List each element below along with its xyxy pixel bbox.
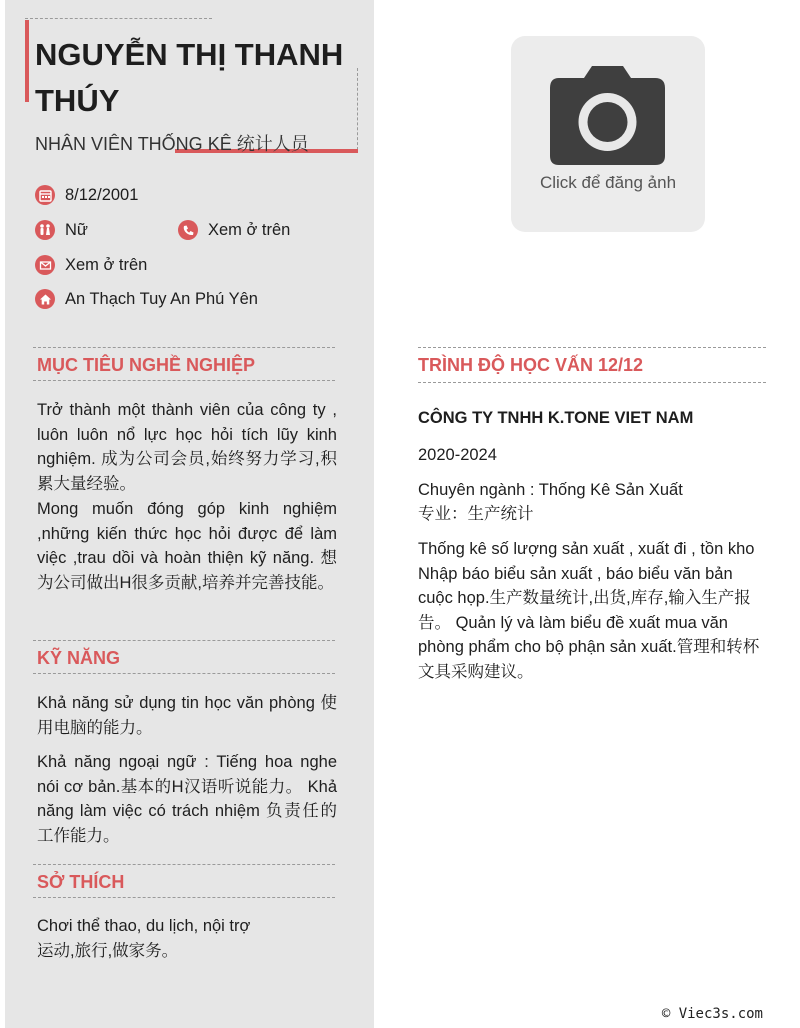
home-icon (35, 289, 55, 309)
skills-paragraph[interactable]: Khả năng sử dụng tin học văn phòng 使用电脑的能力。 (37, 694, 337, 737)
divider (357, 68, 358, 150)
address-value[interactable]: An Thạch Tuy An Phú Yên (65, 289, 258, 308)
calendar-icon (35, 185, 55, 205)
address-row (35, 289, 258, 309)
divider (25, 18, 212, 19)
birthdate-value[interactable]: 8/12/2001 (65, 185, 139, 204)
education-company[interactable]: CÔNG TY TNHH K.TONE VIET NAM (418, 409, 694, 427)
birthdate-row (35, 185, 138, 205)
section-title-education: TRÌNH ĐỘ HỌC VẤN 12/12 (418, 347, 766, 383)
full-name[interactable]: NGUYỄN THỊ THANH THÚY (35, 37, 344, 118)
education-description[interactable]: Thống kê số lượng sản xuất , xuất đi , tồn kho Nhập báo biểu sản xuất , báo biểu văn bản cuộc họp.生产数量统计,出货,库存,输入生产报告。 Quản lý và làm biểu đề xuất mua văn phòng phẩm cho bộ phận sản xuất.管理和转杯文具采购建议。 (418, 540, 760, 681)
section-title-hobbies: SỞ THÍCH (33, 864, 335, 898)
education-period[interactable]: 2020-2024 (418, 446, 497, 464)
education-major[interactable]: Chuyên ngành : Thống Kê Sản Xuất (418, 481, 683, 499)
education-major-cn[interactable]: 专业：生产统计 (418, 505, 534, 523)
footer-copyright: © Viec3s.com (661, 1006, 763, 1022)
objective-paragraph[interactable]: Mong muốn đóng góp kinh nghiệm ,những kiến thức học hỏi được để làm việc ,trau dồi và hoàn thiện kỹ năng. 想为公司做出H很多贡献,培养并完善技能。 (37, 500, 337, 592)
section-title-objective: MỤC TIÊU NGHỀ NGHIỆP (33, 347, 335, 381)
phone-value[interactable]: Xem ở trên (208, 220, 291, 239)
camera-icon (549, 64, 666, 166)
phone-row (178, 220, 290, 240)
email-icon (35, 255, 55, 275)
gender-icon (35, 220, 55, 240)
photo-upload[interactable] (511, 36, 705, 232)
gender-row (35, 220, 88, 240)
phone-icon (178, 220, 198, 240)
job-title[interactable]: NHÂN VIÊN THỐNG KÊ 统计人员 (35, 134, 309, 154)
hobbies-line[interactable]: 运动,旅行,做家务。 (37, 942, 179, 960)
name-header (25, 18, 358, 153)
accent-bar (25, 20, 29, 102)
objective-paragraph[interactable]: Trở thành một thành viên của công ty , luôn luôn nổ lực học hỏi tích lũy kinh nghiệm. 成为公司会员,始终努力学习,积累大量经验。 (37, 401, 337, 493)
section-title-skills: KỸ NĂNG (33, 640, 335, 674)
skills-paragraph[interactable]: Khả năng ngoại ngữ : Tiếng hoa nghe nói cơ bản.基本的H汉语听说能力。 Khả năng làm việc có trách nhiệm 负责任的工作能力。 (37, 753, 337, 845)
email-row (35, 255, 147, 275)
email-value[interactable]: Xem ở trên (65, 255, 148, 274)
hobbies-line[interactable]: Chơi thể thao, du lịch, nội trợ (37, 917, 251, 935)
gender-value[interactable]: Nữ (65, 220, 88, 239)
photo-caption[interactable]: Click để đăng ảnh (539, 173, 677, 192)
